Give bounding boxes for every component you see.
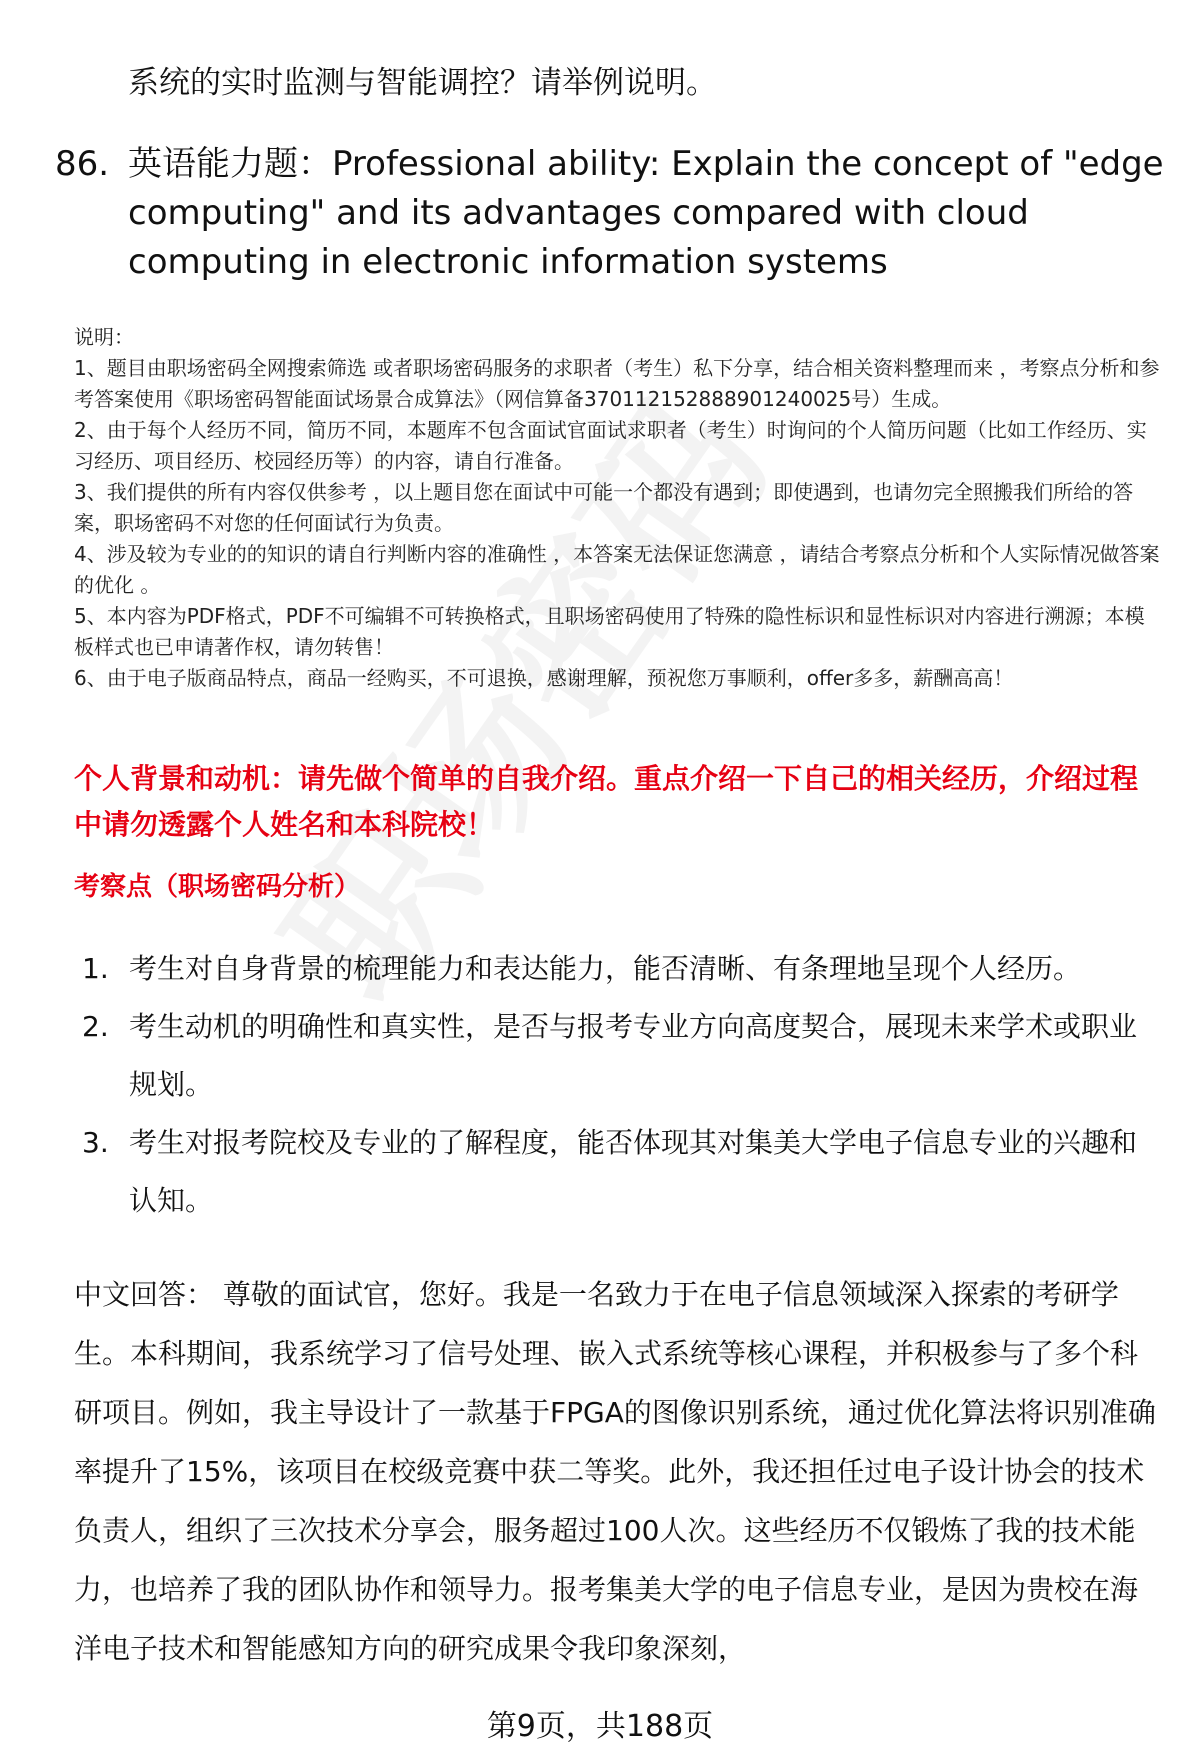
note-item: 2、由于每个人经历不同，简历不同，本题库不包含面试官面试求职者（考生）时询问的个人简历问题（比如工作经历、实习经历、项目经历、校园经历等）的内容，请自行准备。 bbox=[74, 418, 1147, 473]
list-number: 3. bbox=[82, 1126, 109, 1159]
notes-block bbox=[74, 322, 1164, 694]
page-footer: 第9页，共188页 bbox=[486, 1709, 714, 1744]
note-item: 3、我们提供的所有内容仅供参考 ，以上题目您在面试中可能一个都没有遇到；即使遇到，也请勿完全照搬我们所给的答案，职场密码不对您的任何面试行为负责。 bbox=[74, 480, 1134, 535]
list-text: 考生动机的明确性和真实性，是否与报考专业方向高度契合，展现未来学术或职业规划。 bbox=[129, 1010, 1138, 1101]
list-text: 考生对自身背景的梳理能力和表达能力，能否清晰、有条理地呈现个人经历。 bbox=[129, 952, 1082, 985]
note-item: 5、本内容为PDF格式，PDF不可编辑不可转换格式，且职场密码使用了特殊的隐性标识和显性标识对内容进行溯源；本模板样式也已申请著作权，请勿转售！ bbox=[74, 604, 1145, 659]
list-item bbox=[82, 998, 1162, 1114]
list-number: 2. bbox=[82, 1010, 109, 1043]
question-number: 86. bbox=[55, 144, 110, 184]
question-text: 英语能力题：Professional ability: Explain the concept of "edge computing" and its advantages compared with cloud computing in electronic information systems bbox=[128, 144, 1164, 282]
list-item bbox=[82, 1114, 1162, 1230]
list-text: 考生对报考院校及专业的了解程度，能否体现其对集美大学电子信息专业的兴趣和认知。 bbox=[129, 1126, 1138, 1217]
notes-heading: 说明： bbox=[74, 325, 134, 349]
analysis-points bbox=[82, 940, 1162, 1230]
note-item: 6、由于电子版商品特点，商品一经购买，不可退换，感谢理解，预祝您万事顺利，offer多多，薪酬高高！ bbox=[74, 666, 1014, 690]
question-86 bbox=[55, 140, 1165, 287]
list-item bbox=[82, 940, 1162, 998]
note-item: 1、题目由职场密码全网搜索筛选 或者职场密码服务的求职者（考生）私下分享，结合相关资料整理而来 ，考察点分析和参考答案使用《职场密码智能面试场景合成算法》（网信算备370112152888901240025号）生成。 bbox=[74, 356, 1160, 411]
note-item: 4、涉及较为专业的的知识的请自行判断内容的准确性 ，本答案无法保证您满意 ，请结合考察点分析和个人实际情况做答案的优化 。 bbox=[74, 542, 1160, 597]
list-number: 1. bbox=[82, 952, 109, 985]
analysis-heading: 考察点（职场密码分析） bbox=[74, 872, 361, 902]
answer-text: 中文回答： 尊敬的面试官，您好。我是一名致力于在电子信息领域深入探索的考研学生。本科期间，我系统学习了信号处理、嵌入式系统等核心课程，并积极参与了多个科研项目。例如，我主导设计了一款基于FPGA的图像识别系统，通过优化算法将识别准确率提升了15%，该项目在校级竞赛中获二等奖。此外，我还担任过电子设计协会的技术负责人，组织了三次技术分享会，服务超过100人次。这些经历不仅锻炼了我的技术能力，也培养了我的团队协作和领导力。报考集美大学的电子信息专业，是因为贵校在海洋电子技术和智能感知方向的研究成果令我印象深刻， bbox=[74, 1278, 1156, 1665]
question-continuation: 系统的实时监测与智能调控？请举例说明。 bbox=[128, 65, 717, 101]
section-question: 个人背景和动机：请先做个简单的自我介绍。重点介绍一下自己的相关经历，介绍过程中请勿透露个人姓名和本科院校！ bbox=[74, 762, 1139, 841]
